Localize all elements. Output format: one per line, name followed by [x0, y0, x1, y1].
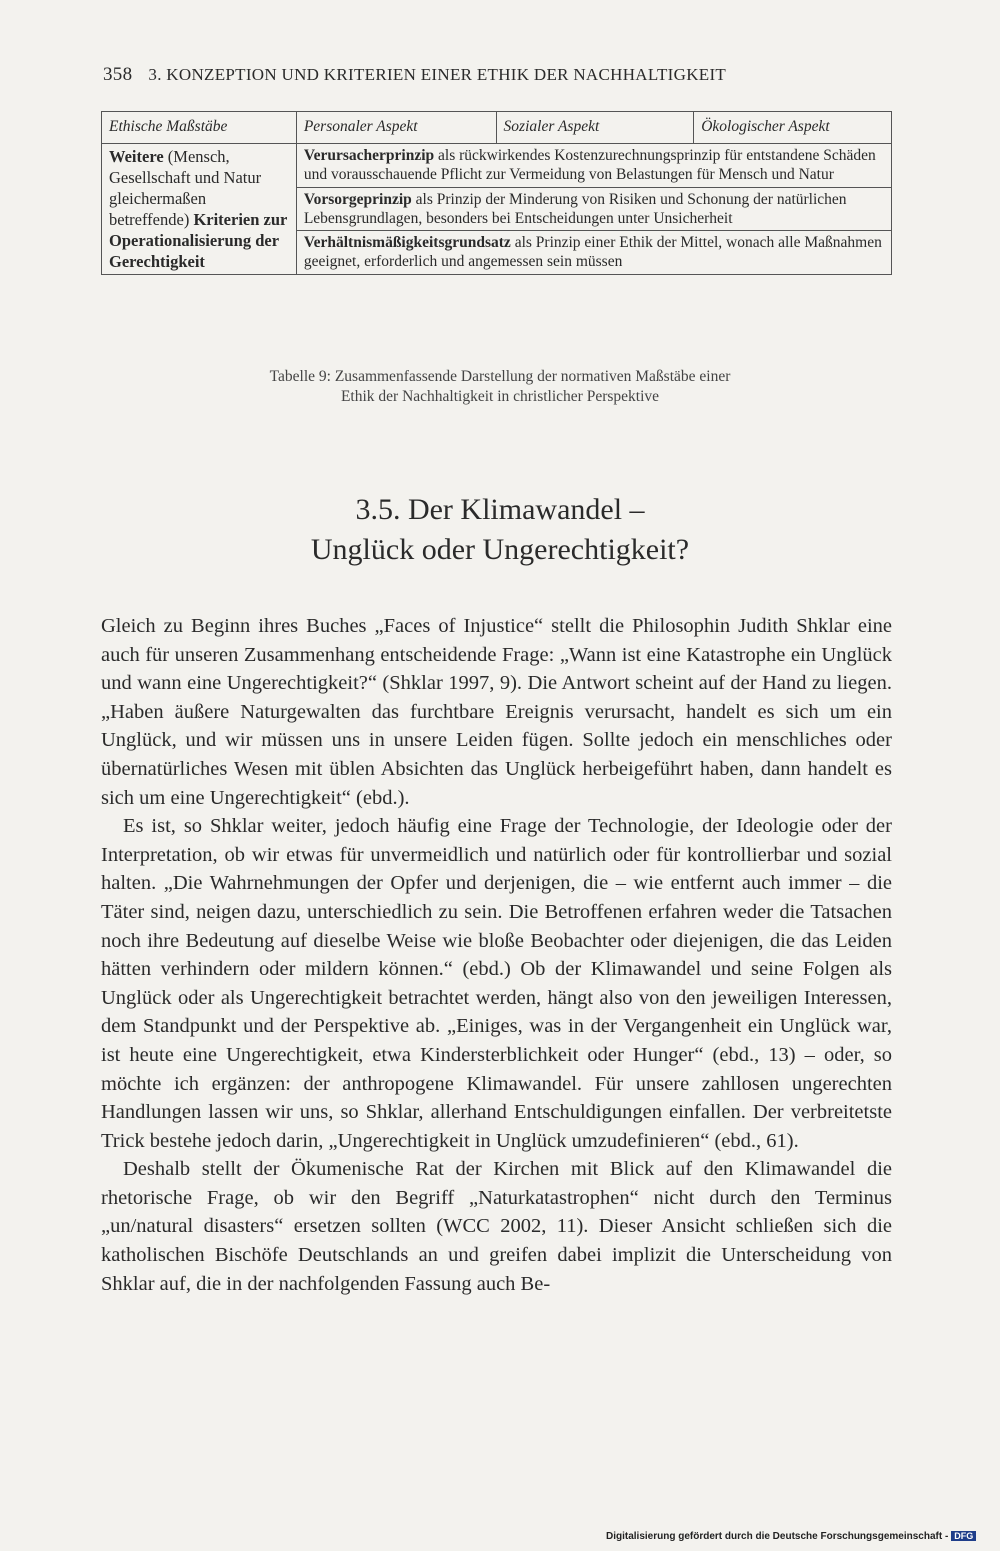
table-header-row [102, 112, 892, 144]
principle-term: Verhältnismäßigkeitsgrundsatz [303, 234, 511, 252]
caption-line: Tabelle 9: Zusammenfassende Darstellung der normativen Maßstäbe einer [269, 368, 731, 385]
criteria-table [101, 111, 892, 275]
principle-text: als Prinzip der Minderung von Risiken und Schonung der natürlichen Lebensgrundlagen, besonders bei Entscheidungen unter Unsicherheit [303, 190, 847, 227]
table-cell [296, 144, 891, 188]
table-caption [100, 367, 900, 407]
body-text [101, 612, 892, 1298]
heading-line: Unglück oder Ungerechtigkeit? [310, 533, 690, 566]
principle-term: Verursacherprinzip [303, 147, 435, 164]
principle-text: als rückwirkendes Kostenzurechnungsprinzip für entstandene Schäden und vorausschauende Pflicht zur Vermeidung von Belastungen für Mensch und Natur [303, 147, 876, 183]
caption-line: Ethik der Nachhaltigkeit in christlicher Perspektive [340, 388, 660, 405]
criteria-label-cell [102, 144, 297, 275]
table-row [102, 144, 892, 188]
paragraph: Gleich zu Beginn ihres Buches „Faces of Injustice“ stellt die Philosophin Judith Shklar eine auch für unseren Zusammenhang entscheidende Frage: „Wann ist eine Katastrophe ein Unglück und wann eine Ungerechtigkeit?“ (Shklar 1997, 9). Die Antwort scheint auf der Hand zu liegen. „Haben äußere Naturgewalten das furchtbare Ereignis verursacht, handelt es sich um ein Unglück, und wir müssen uns in unsere Leiden fügen. Sollte jedoch ein menschliches oder übernatürliches Wesen mit üblen Absichten das Unglück herbeigeführt haben, dann handelt es sich um eine Ungerechtigkeit“ (ebd.). [101, 615, 892, 809]
paragraph: Deshalb stellt der Ökumenische Rat der Kirchen mit Blick auf den Klimawandel die rhetorische Frage, ob wir den Begriff „Naturkatastrophen“ nicht durch den Terminus „un/natural disasters“ ersetzen sollten (WCC 2002, 11). Dieser Ansicht schließen sich die katholischen Bischöfe Deutschlands an und greifen dabei implizit die Unterscheidung von Shklar auf, die in der nachfolgenden Fassung auch Be- [101, 1158, 892, 1295]
principle-text: als Prinzip einer Ethik der Mittel, wonach alle Maßnahmen geeignet, erforderlich und angemessen sein müssen [303, 234, 882, 271]
page-number: 358 [103, 64, 133, 85]
running-head [103, 64, 893, 86]
table-cell [296, 187, 891, 231]
section-heading [100, 490, 900, 570]
table-header-cell: Personaler Aspekt [296, 112, 496, 144]
principle-term: Vorsorgeprinzip [303, 190, 412, 208]
criteria-label-bold: Kriterien zur Operationalisierung der Gerechtigkeit [109, 210, 288, 271]
footer-text: Digitalisierung gefördert durch die Deutsche Forschungsgemeinschaft - [606, 1531, 949, 1542]
table-header-cell: Sozialer Aspekt [496, 112, 694, 144]
criteria-label-bold: Weitere [109, 147, 164, 166]
table-header-cell: Ethische Maßstäbe [102, 112, 297, 144]
table-header-cell: Ökologischer Aspekt [694, 112, 892, 144]
criteria-label-text: (Mensch, Gesellschaft und Natur gleichermaßen betreffende) [109, 147, 262, 229]
table-cell [296, 231, 891, 275]
dfg-logo: DFG [951, 1531, 976, 1541]
heading-line: 3.5. Der Klimawandel – [355, 493, 645, 526]
chapter-title: 3. KONZEPTION UND KRITERIEN EINER ETHIK DER NACHHALTIGKEIT [148, 65, 727, 84]
paragraph: Es ist, so Shklar weiter, jedoch häufig eine Frage der Technologie, der Ideologie oder der Interpretation, ob wir etwas für unvermeidlich und natürlich oder für kontrollierbar und sozial halten. „Die Wahrnehmungen der Opfer und derjenigen, die – wie entfernt auch immer – die Täter sind, neigen dazu, unterschiedlich zu sein. Die Betroffenen erfahren weder die Tatsachen noch ihre Bedeutung auf dieselbe Weise wie bloße Beobachter oder diejenigen, die das Leiden hätten verhindern oder mildern können.“ (ebd.) Ob der Klimawandel und seine Folgen als Unglück oder als Ungerechtigkeit betrachtet werden, hängt also von den jeweiligen Interessen, dem Standpunkt und der Perspektive ab. „Einiges, was in der Vergangenheit ein Unglück war, ist heute eine Ungerechtigkeit, etwa Kindersterblichkeit oder Hunger“ (ebd., 13) – oder, so möchte ich ergänzen: der anthropogene Klimawandel. Für unsere zahllosen ungerechten Handlungen lassen wir uns, so Shklar, allerhand Entschuldigungen einfallen. Der verbreitetste Trick bestehe jedoch darin, „Ungerechtigkeit in Unglück umzudefinieren“ (ebd., 61). [101, 815, 892, 1152]
digitization-footer [606, 1531, 976, 1542]
